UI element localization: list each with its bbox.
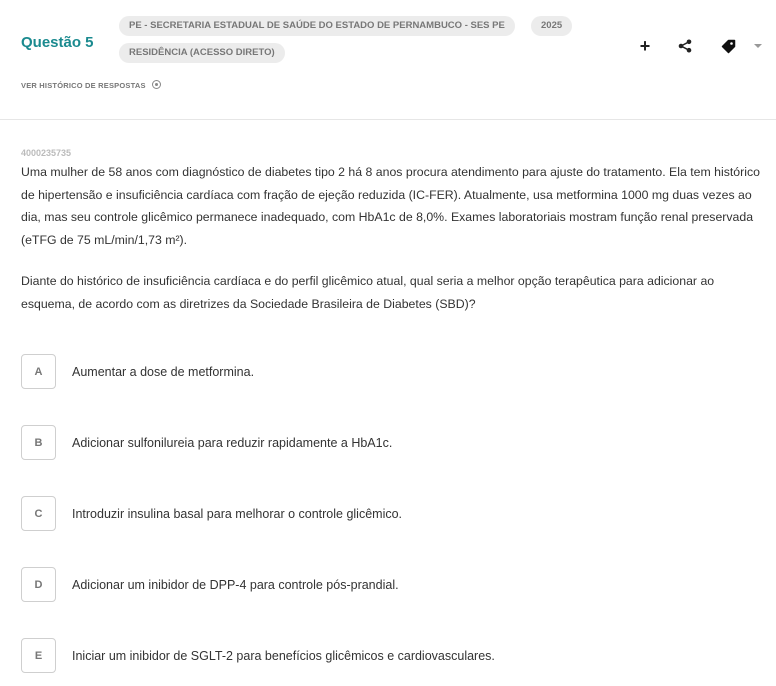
option-letter[interactable]: C [21, 496, 56, 531]
tag-institution[interactable]: PE - SECRETARIA ESTADUAL DE SAÚDE DO ESTADO DE PERNAMBUCO - SES PE [119, 16, 515, 36]
tag-exam-type[interactable]: RESIDÊNCIA (ACESSO DIRETO) [119, 43, 285, 63]
share-button[interactable] [675, 36, 695, 56]
tag-icon [721, 39, 736, 54]
chevron-down-icon [753, 43, 763, 49]
eye-icon [152, 80, 161, 89]
option-letter[interactable]: A [21, 354, 56, 389]
plus-icon: + [639, 36, 651, 56]
option-letter[interactable]: B [21, 425, 56, 460]
option-text[interactable]: Aumentar a dose de metformina. [72, 365, 255, 379]
question-statement: Uma mulher de 58 anos com diagnóstico de diabetes tipo 2 há 8 anos procura atendimento para ajuste do tratamento. Ela tem histórico de hipertensão e insuficiência cardíaca com fração de ejeção reduzida (IC-FER). Atualmente, usa metformina 1000 mg duas vezes ao dia, mas seu controle glicêmico permanece inadequado, com HbA1c de 8,0%. Exames laboratoriais mostram função renal preservada (eTFG de 75 mL/min/1,73 m²). [21, 165, 760, 247]
option-b[interactable] [21, 425, 761, 461]
option-letter[interactable]: D [21, 567, 56, 602]
tag-button[interactable] [718, 36, 738, 56]
question-prompt: Diante do histórico de insuficiência cardíaca e do perfil glicêmico atual, qual seria a melhor opção terapêutica para adicionar ao esquema, de acordo com as diretrizes da Sociedade Brasileira de Diabetes (SBD)? [21, 274, 715, 311]
option-e[interactable] [21, 638, 761, 674]
option-d[interactable] [21, 567, 761, 603]
option-text[interactable]: Introduzir insulina basal para melhorar o controle glicêmico. [72, 507, 403, 521]
question-title: Questão 5 [21, 34, 94, 51]
share-icon [678, 39, 692, 53]
history-label: VER HISTÓRICO DE RESPOSTAS [21, 81, 146, 90]
tag-year[interactable]: 2025 [531, 16, 572, 36]
option-text[interactable]: Adicionar um inibidor de DPP-4 para controle pós-prandial. [72, 578, 399, 592]
more-options-dropdown[interactable] [748, 36, 768, 56]
option-text[interactable]: Iniciar um inibidor de SGLT-2 para benefícios glicêmicos e cardiovasculares. [72, 649, 495, 663]
question-id: 4000235735 [21, 148, 72, 158]
add-button[interactable] [635, 36, 655, 56]
option-c[interactable] [21, 496, 761, 532]
option-letter[interactable]: E [21, 638, 56, 673]
option-text[interactable]: Adicionar sulfonilureia para reduzir rapidamente a HbA1c. [72, 436, 393, 450]
question-header [0, 0, 776, 120]
view-answer-history-link[interactable] [21, 80, 161, 90]
option-a[interactable] [21, 354, 761, 390]
